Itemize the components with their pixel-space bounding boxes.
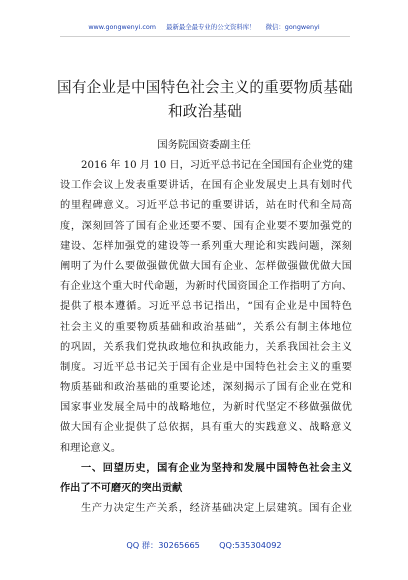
paragraph-line: 度，深刻回答了国有企业还要不要、国有企业要不要加强党的 (60, 220, 352, 232)
qq-group: QQ 群：30265665 (126, 540, 200, 550)
body-text (60, 156, 352, 519)
section-heading-line-2: 作出了不可磨灭的突出贡献 (60, 483, 183, 494)
page-header (0, 22, 408, 31)
paragraph-line: 和理论意义。 (60, 442, 122, 454)
paragraph-line: 物质基础和政治基础的重要论述，深刻揭示了国有企业在党和 (60, 382, 352, 394)
paragraph-line: 设工作会议上发表重要讲话，在国有企业发展史上具有划时代 (60, 180, 352, 192)
wechat-id: 微信：gongwenyi (265, 23, 320, 31)
paragraph-line: 有企业这个重大时代命题，为新时代国资国企工作指明了方向、 (60, 281, 352, 293)
paragraph-line: 的里程碑意义。习近平总书记的重要讲话，站在时代和全局高 (60, 200, 352, 212)
paragraph-line: 2016 年 10 月 10 日，习近平总书记在全国国有企业党的建 (81, 160, 353, 171)
section-heading-line-1: 一、回望历史，国有企业为坚持和发展中国特色社会主义 (81, 462, 352, 474)
paragraph-line: 社会主义的重要物质基础和政治基础”，关系公有制主体地位 (60, 321, 352, 333)
paragraph-line: 提供了根本遵循。习近平总书记指出，“国有企业是中国特色 (60, 301, 352, 313)
paragraph-line: 的巩固，关系我们党执政地位和执政能力，关系我国社会主义 (60, 341, 352, 353)
page-footer (0, 540, 408, 551)
paragraph-line: 建设、怎样加强党的建设等一系列重大理论和实践问题，深刻 (60, 240, 352, 252)
paragraph-line: 做大国有企业提供了总依据，具有重大的实践意义、战略意义 (60, 422, 352, 434)
paragraph-line: 国家事业发展全局中的战略地位，为新时代坚定不移做强做优 (60, 402, 352, 414)
paragraph-line: 制度。习近平总书记关于国有企业是中国特色社会主义的重要 (60, 361, 352, 373)
header-divider (60, 36, 350, 37)
title-line-2: 和政治基础 (168, 103, 242, 120)
qq-number: QQ:535304092 (219, 540, 282, 550)
paragraph-line: 生产力决定生产关系，经济基础决定上层建筑。国有企业 (81, 503, 352, 515)
paragraph-line: 阐明了为什么要做强做优做大国有企业、怎样做强做优做大国 (60, 260, 352, 272)
site-slogan: 最新最全最专业的公文资料库！ (166, 23, 256, 31)
author-line: 国务院国资委副主任 (157, 139, 251, 151)
document-title (40, 76, 370, 124)
site-url: www.gongwenyi.com (88, 23, 156, 31)
title-line-1: 国有企业是中国特色社会主义的重要物质基础 (57, 79, 353, 96)
